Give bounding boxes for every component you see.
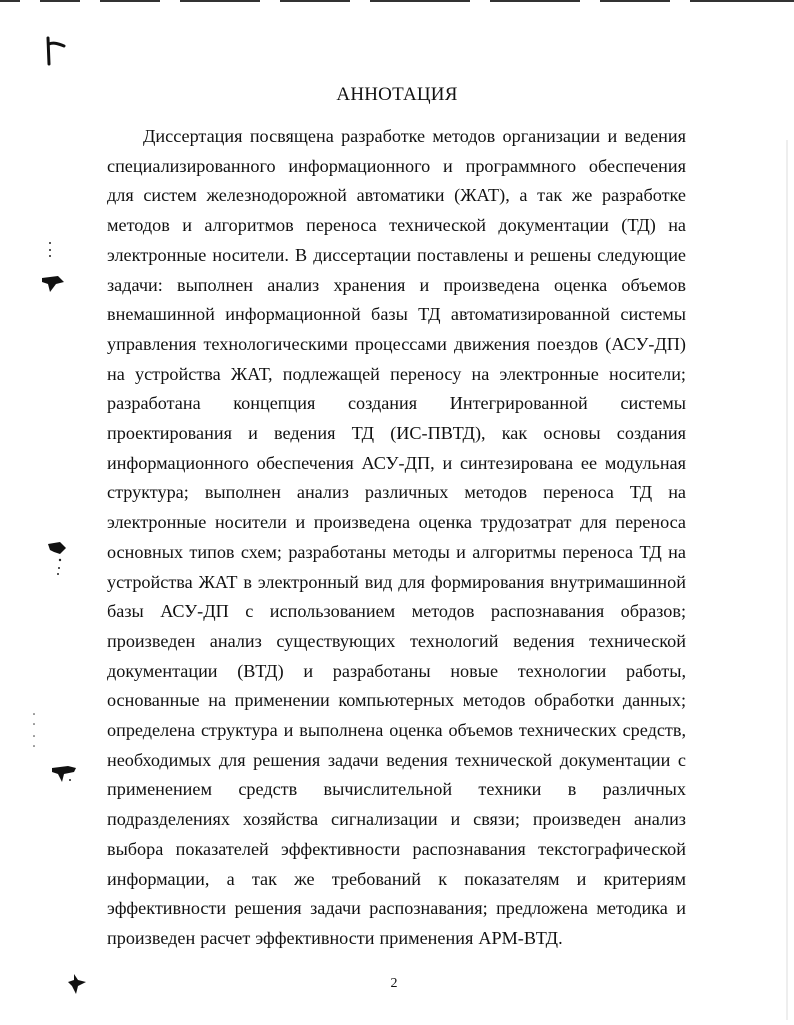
scan-mark-lower	[50, 762, 80, 786]
scan-top-edge	[0, 0, 794, 8]
scan-dots-lower	[30, 710, 38, 750]
page-title: АННОТАЦИЯ	[336, 84, 458, 105]
scan-mark-upper	[38, 270, 68, 294]
scan-dots-upper	[46, 240, 54, 260]
scan-mark-middle	[44, 538, 70, 578]
abstract-paragraph: Диссертация посвящена разработке методов организации и ведения специализированного информационного и программного обеспечения для систем железнодорожной автоматики (ЖАТ), а так же разработке методов и алгоритмов переноса технической документации (ТД) на электронные носители. В диссертации поставлены и решены следующие задачи: выполнен анализ хранения и произведена оценка объемов внемашинной информационной базы ТД автоматизированной системы управления технологическими процессами движения поездов (АСУ-ДП) на устройства ЖАТ, подлежащей переносу на электронные носители; разработана концепция создания Интегрированной системы проектирования и ведения ТД (ИС-ПВТД), как основы создания информационного обеспечения АСУ-ДП, и синтезирована ее модульная структура; выполнен анализ различных методов переноса ТД на электронные носители и произведена оценка трудозатрат для переноса основных типов схем; разработаны методы и алгоритмы переноса ТД на устройства ЖАТ в электронный вид для формирования внутримашинной базы АСУ-ДП с использованием методов распознавания образов; произведен анализ существующих технологий ведения технической документации (ВТД) и разработаны новые технологии работы, основанные на применении компьютерных методов обработки данных; определена структура и выполнена оценка объемов технических средств, необходимых для решения задачи ведения технической документации с применением средств вычислительной техники в различных подразделениях хозяйства сигнализации и связи; произведен анализ выбора показателей эффективности распознавания текстографической информации, а так же требований к показателям и критериям эффективности решения задачи распознавания; предложена методика и произведен расчет эффективности применения АРМ-ВТД.	[107, 126, 686, 948]
scan-mark-top	[40, 36, 66, 66]
scan-mark-bottom	[64, 970, 90, 996]
page-number: 2	[390, 976, 398, 991]
scan-line-right	[784, 140, 790, 1020]
